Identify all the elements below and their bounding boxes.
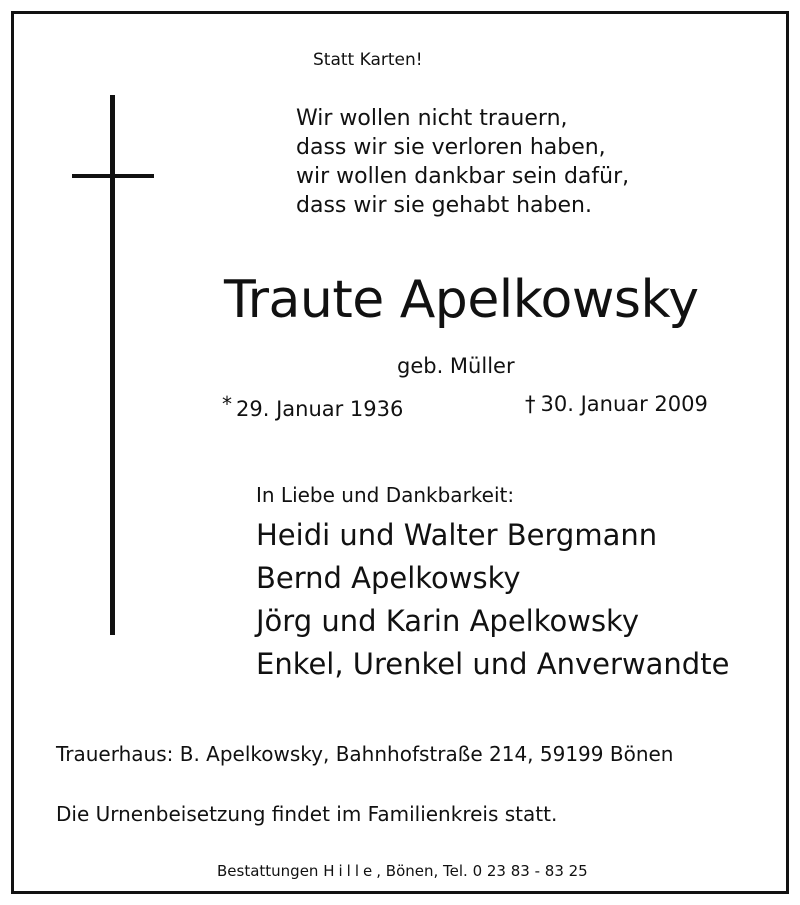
cross-icon-bar (72, 174, 154, 178)
mourner-name: Heidi und Walter Bergmann (256, 518, 658, 552)
birth-date: 29. Januar 1936 (236, 397, 404, 421)
poem-line: dass wir sie gehabt haben. (296, 193, 592, 218)
birth-date-line (222, 392, 403, 421)
poem-line: Wir wollen nicht trauern, (296, 106, 568, 131)
maiden-name: geb. Müller (397, 354, 515, 378)
undertaker-prefix: Bestattungen (217, 862, 319, 880)
poem-line: wir wollen dankbar sein dafür, (296, 164, 630, 189)
death-dagger-icon: † (525, 392, 536, 416)
poem-line: dass wir sie verloren haben, (296, 135, 606, 160)
statt-karten-text: Statt Karten! (313, 50, 423, 70)
birth-star-icon: * (222, 392, 232, 416)
mourner-name: Jörg und Karin Apelkowsky (256, 604, 639, 638)
undertaker-name: Hille (323, 862, 377, 880)
mourner-name: Enkel, Urenkel und Anverwandte (256, 647, 730, 681)
house-of-mourning-address: Trauerhaus: B. Apelkowsky, Bahnhofstraße 214, 59199 Bönen (56, 742, 674, 766)
memorial-poem (296, 104, 629, 220)
mourner-name: Bernd Apelkowsky (256, 561, 521, 595)
death-date-line (525, 392, 708, 416)
undertaker-contact: , Bönen, Tel. 0 23 83 - 83 25 (376, 862, 588, 880)
urn-burial-notice: Die Urnenbeisetzung findet im Familienkreis statt. (56, 802, 558, 826)
death-date: 30. Januar 2009 (540, 392, 708, 416)
deceased-name: Traute Apelkowsky (224, 270, 699, 330)
mourners-list (256, 514, 729, 686)
mourners-intro: In Liebe und Dankbarkeit: (256, 483, 515, 507)
undertaker-line (217, 862, 588, 880)
